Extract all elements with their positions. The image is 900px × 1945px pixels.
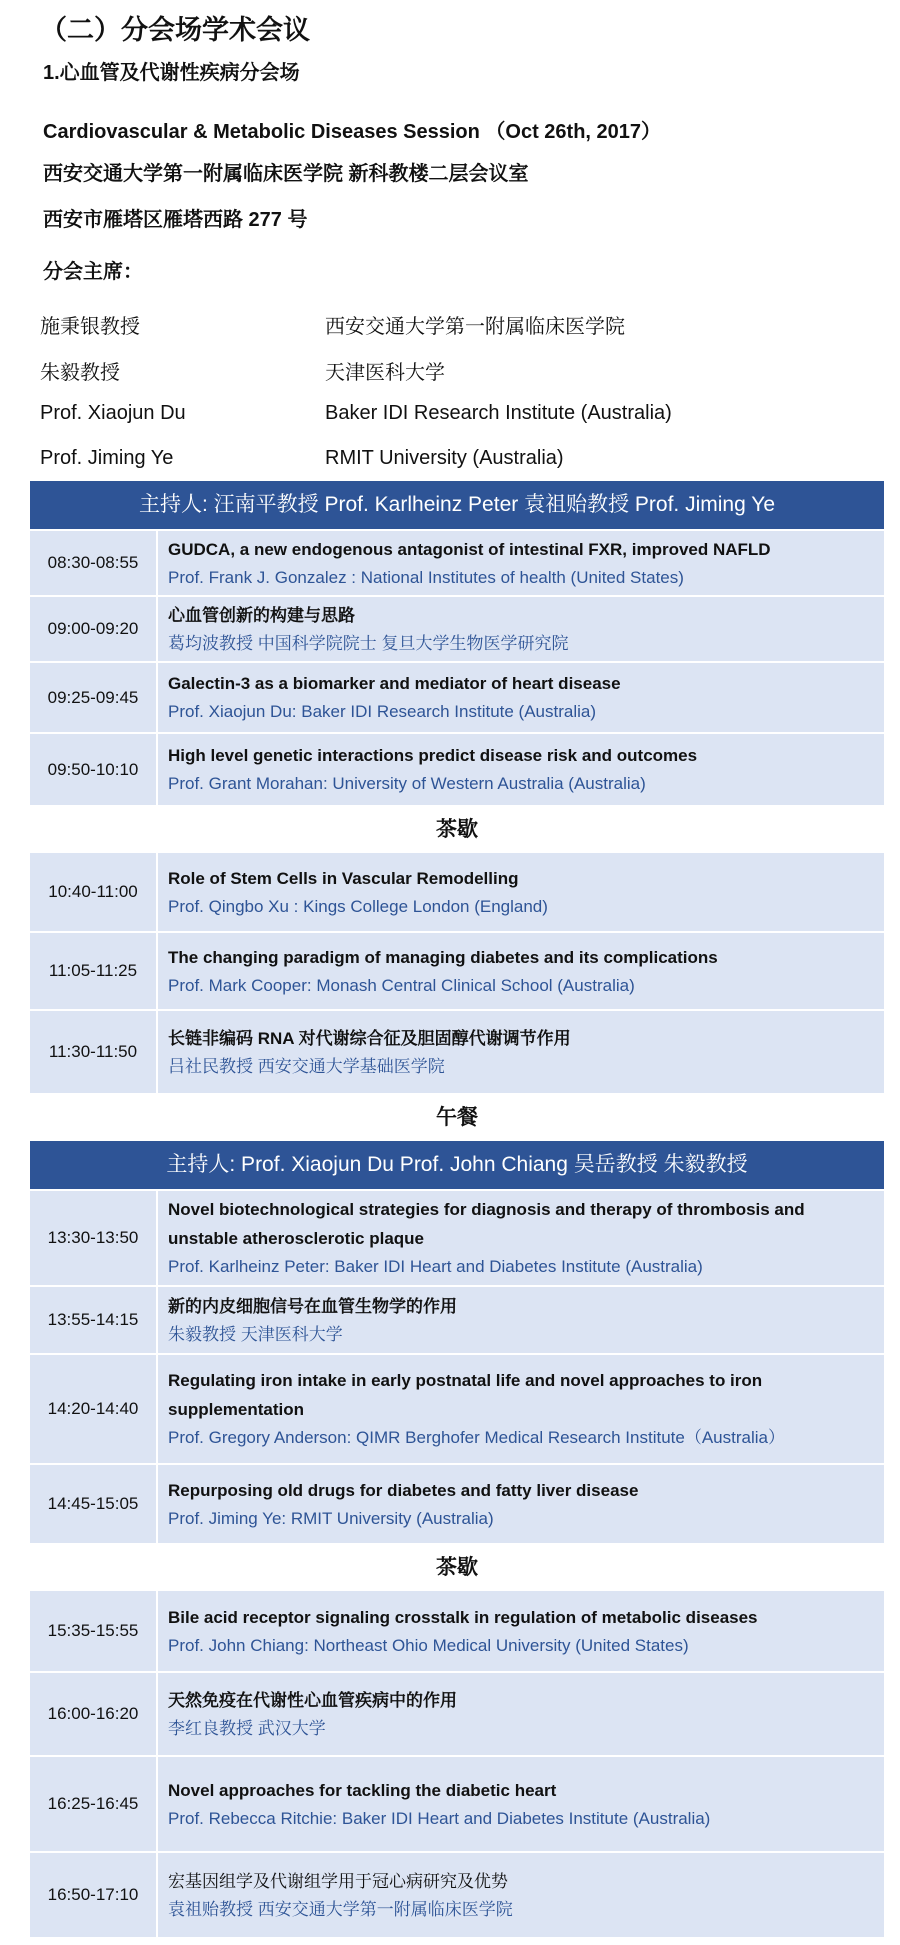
chair-institution: Baker IDI Research Institute (Australia)	[325, 402, 672, 424]
talk-speaker: Prof. Xiaojun Du: Baker IDI Research Institute (Australia)	[168, 702, 597, 721]
talk-time: 11:30-11:50	[30, 1011, 158, 1093]
talk-speaker: Prof. John Chiang: Northeast Ohio Medical University (United States)	[168, 1635, 689, 1655]
talk-row	[30, 1591, 884, 1673]
talk-row	[30, 1355, 884, 1465]
talk-title: Role of Stem Cells in Vascular Remodelling	[168, 868, 519, 888]
talk-title: 长链非编码 RNA 对代谢综合征及胆固醇代谢调节作用	[168, 1028, 571, 1048]
talk-row	[30, 1011, 884, 1095]
talk-title: GUDCA, a new endogenous antagonist of intestinal FXR, improved NAFLD	[168, 539, 771, 559]
chair-institution: RMIT University (Australia)	[325, 447, 564, 469]
talk-speaker: 吕社民教授 西安交通大学基础医学院	[168, 1056, 445, 1076]
talk-title: Galectin-3 as a biomarker and mediator of heart disease	[168, 674, 621, 693]
chair-name: Prof. Xiaojun Du	[40, 402, 186, 424]
talk-row	[30, 1191, 884, 1287]
talk-title: Repurposing old drugs for diabetes and fatty liver disease	[168, 1480, 639, 1500]
talk-time: 11:05-11:25	[30, 933, 158, 1009]
talk-speaker: Prof. Jiming Ye: RMIT University (Australia)	[168, 1508, 494, 1528]
talk-content	[158, 853, 884, 931]
talk-time: 09:25-09:45	[30, 663, 158, 732]
chair-name: Prof. Jiming Ye	[40, 447, 174, 469]
talk-title: 新的内皮细胞信号在血管生物学的作用	[168, 1296, 457, 1316]
chair-row	[40, 310, 880, 350]
address: 西安市雁塔区雁塔西路 277 号	[43, 209, 308, 231]
talk-time: 10:40-11:00	[30, 853, 158, 931]
talk-speaker: Prof. Qingbo Xu : Kings College London (England)	[168, 896, 548, 916]
talk-content	[158, 1355, 884, 1463]
venue: 西安交通大学第一附属临床医学院 新科教楼二层会议室	[43, 163, 529, 185]
talk-content	[158, 1465, 884, 1543]
chair-institution: 天津医科大学	[325, 362, 445, 384]
talk-speaker: 袁祖贻教授 西安交通大学第一附属临床医学院	[168, 1899, 513, 1919]
talk-row	[30, 1757, 884, 1853]
talk-content	[158, 597, 884, 661]
talk-row	[30, 1465, 884, 1545]
talk-content	[158, 1011, 884, 1093]
talk-row	[30, 663, 884, 734]
talk-title: Novel biotechnological strategies for diagnosis and therapy of thrombosis and unstable atherosclerotic plaque	[168, 1200, 805, 1248]
schedule-table	[30, 481, 884, 1939]
talk-speaker: Prof. Frank J. Gonzalez : National Institutes of health (United States)	[168, 567, 684, 587]
talk-title: The changing paradigm of managing diabetes and its complications	[168, 947, 718, 967]
talk-content	[158, 933, 884, 1009]
lunch-break: 午餐	[30, 1095, 884, 1141]
talk-title: High level genetic interactions predict disease risk and outcomes	[168, 746, 698, 765]
talk-row	[30, 597, 884, 663]
talk-time: 15:35-15:55	[30, 1591, 158, 1671]
chair-row	[40, 356, 880, 396]
talk-content	[158, 1757, 884, 1851]
talk-row	[30, 1853, 884, 1939]
talk-time: 16:25-16:45	[30, 1757, 158, 1851]
talk-speaker: 葛均波教授 中国科学院院士 复旦大学生物医学研究院	[168, 633, 569, 653]
talk-title: Regulating iron intake in early postnatal life and novel approaches to iron supplementation	[168, 1371, 763, 1419]
tea-break-1: 茶歇	[30, 807, 884, 853]
host-bar-morning: 主持人: 汪南平教授 Prof. Karlheinz Peter 袁祖贻教授 Prof. Jiming Ye	[30, 481, 884, 531]
talk-row	[30, 1673, 884, 1757]
talk-content	[158, 663, 884, 732]
chair-name: 朱毅教授	[40, 362, 120, 384]
host-bar-afternoon: 主持人: Prof. Xiaojun Du Prof. John Chiang 吴岳教授 朱毅教授	[30, 1141, 884, 1191]
talk-title: Novel approaches for tackling the diabetic heart	[168, 1780, 557, 1800]
talk-title: 天然免疫在代谢性心血管疾病中的作用	[168, 1690, 457, 1710]
talk-title: 心血管创新的构建与思路	[168, 605, 355, 625]
talk-row	[30, 1287, 884, 1355]
chair-name: 施秉银教授	[40, 316, 140, 338]
talk-speaker: Prof. Rebecca Ritchie: Baker IDI Heart and Diabetes Institute (Australia)	[168, 1808, 711, 1828]
talk-row	[30, 734, 884, 807]
talk-content	[158, 734, 884, 805]
talk-speaker: 朱毅教授 天津医科大学	[168, 1324, 343, 1344]
talk-title: Bile acid receptor signaling crosstalk in regulation of metabolic diseases	[168, 1607, 758, 1627]
talk-content	[158, 1591, 884, 1671]
talk-time: 14:20-14:40	[30, 1355, 158, 1463]
talk-time: 09:50-10:10	[30, 734, 158, 805]
talk-content	[158, 1191, 884, 1285]
talk-content	[158, 1673, 884, 1755]
tea-break-2: 茶歇	[30, 1545, 884, 1591]
talk-time: 08:30-08:55	[30, 531, 158, 595]
chair-row	[40, 402, 880, 442]
talk-row	[30, 933, 884, 1011]
talk-time: 16:00-16:20	[30, 1673, 158, 1755]
talk-time: 09:00-09:20	[30, 597, 158, 661]
session-title-en: Cardiovascular & Metabolic Diseases Session （Oct 26th, 2017）	[43, 121, 662, 143]
talk-speaker: Prof. Karlheinz Peter: Baker IDI Heart and Diabetes Institute (Australia)	[168, 1257, 703, 1276]
chairs-label: 分会主席：	[43, 261, 143, 283]
talk-speaker: Prof. Gregory Anderson: QIMR Berghofer Medical Research Institute（Australia）	[168, 1428, 785, 1447]
talk-speaker: Prof. Grant Morahan: University of Western Australia (Australia)	[168, 774, 646, 793]
talk-speaker: Prof. Mark Cooper: Monash Central Clinical School (Australia)	[168, 975, 635, 995]
talk-time: 13:55-14:15	[30, 1287, 158, 1353]
talk-content	[158, 1853, 884, 1937]
talk-time: 13:30-13:50	[30, 1191, 158, 1285]
section-heading: （二）分会场学术会议	[40, 15, 310, 45]
session-title-cn: 1.心血管及代谢性疾病分会场	[43, 62, 300, 84]
talk-content	[158, 531, 884, 595]
talk-time: 14:45-15:05	[30, 1465, 158, 1543]
talk-row	[30, 853, 884, 933]
talk-row	[30, 531, 884, 597]
talk-speaker: 李红良教授 武汉大学	[168, 1718, 326, 1738]
talk-time: 16:50-17:10	[30, 1853, 158, 1937]
talk-title: 宏基因组学及代谢组学用于冠心病研究及优势	[168, 1871, 508, 1891]
chair-institution: 西安交通大学第一附属临床医学院	[325, 316, 625, 338]
talk-content	[158, 1287, 884, 1353]
